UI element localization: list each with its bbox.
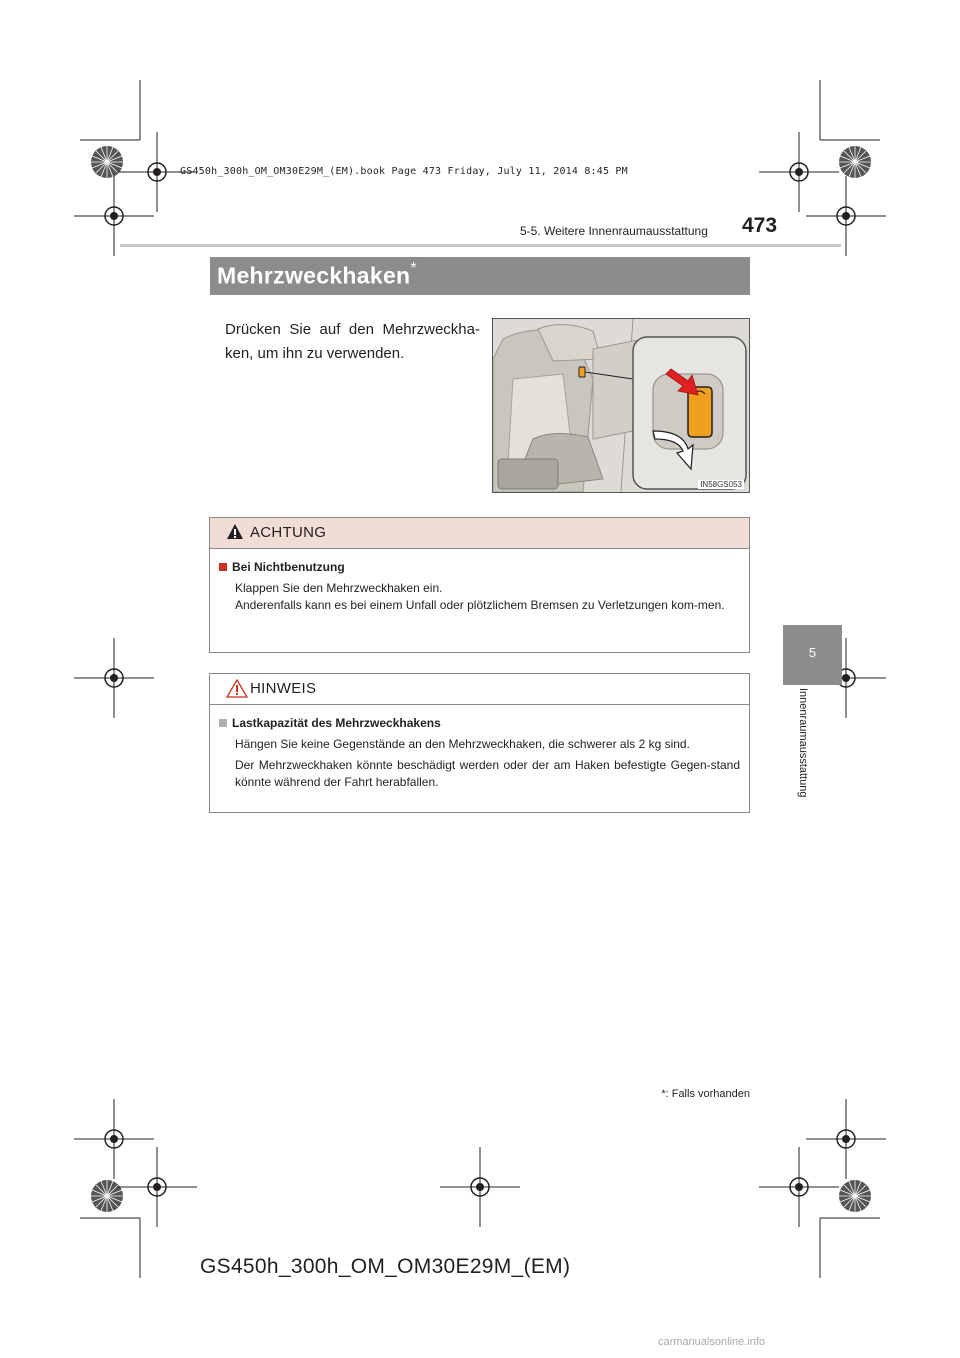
notice-line-2: Der Mehrzweckhaken könnte beschädigt werden oder der am Haken befestigte Gegen-stand könnte während der Fahrt herabfallen. [235, 758, 740, 789]
chapter-number: 5 [808, 645, 817, 660]
title-bar [210, 257, 750, 295]
page-title: Mehrzweckhaken* [217, 260, 417, 289]
caution-body [210, 549, 749, 614]
footnote: *: Falls vorhanden [661, 1088, 750, 1100]
watermark: carmanualsonline.info [658, 1336, 766, 1348]
caution-box [209, 517, 750, 653]
seat-drawing [493, 319, 749, 492]
caution-header [210, 518, 749, 549]
intro-text: Drücken Sie auf den Mehrzweckha-ken, um ihn zu verwenden. [225, 321, 480, 362]
notice-heading: Lastkapazität des Mehrzweckhakens [232, 716, 441, 730]
chapter-label: Innenraumausstattung [797, 688, 809, 798]
hook-illustration [492, 318, 750, 493]
caution-heading: Bei Nichtbenutzung [232, 560, 345, 574]
figure-code: IN58GS053 [700, 480, 742, 489]
warning-triangle-icon [226, 523, 244, 540]
optional-marker: * [410, 260, 417, 277]
header-rule [120, 244, 841, 247]
caution-outline-icon [226, 679, 248, 698]
notice-box [209, 673, 750, 813]
print-info: GS450h_300h_OM_OM30E29M_(EM).book Page 473 Friday, July 11, 2014 8:45 PM [180, 166, 628, 177]
notice-body [210, 705, 749, 791]
caution-label: ACHTUNG [250, 524, 327, 541]
section-heading: 5-5. Weitere Innenraumausstattung [520, 224, 708, 238]
hook-graphic [688, 387, 712, 437]
bullet-square-icon [219, 563, 227, 571]
footer-code: GS450h_300h_OM_OM30E29M_(EM) [200, 1255, 571, 1278]
notice-line-1: Hängen Sie keine Gegenstände an den Mehrzweckhaken, die schwerer als 2 kg sind. [235, 737, 690, 751]
page-number: 473 [742, 214, 778, 237]
caution-line-1: Klappen Sie den Mehrzweckhaken ein. [235, 581, 443, 595]
caution-line-2: Anderenfalls kann es bei einem Unfall oder plötzlichem Bremsen zu Verletzungen kom-men. [235, 598, 725, 612]
notice-header [210, 674, 749, 705]
chapter-tab [783, 625, 842, 685]
bullet-square-icon [219, 719, 227, 727]
notice-label: HINWEIS [250, 680, 317, 697]
